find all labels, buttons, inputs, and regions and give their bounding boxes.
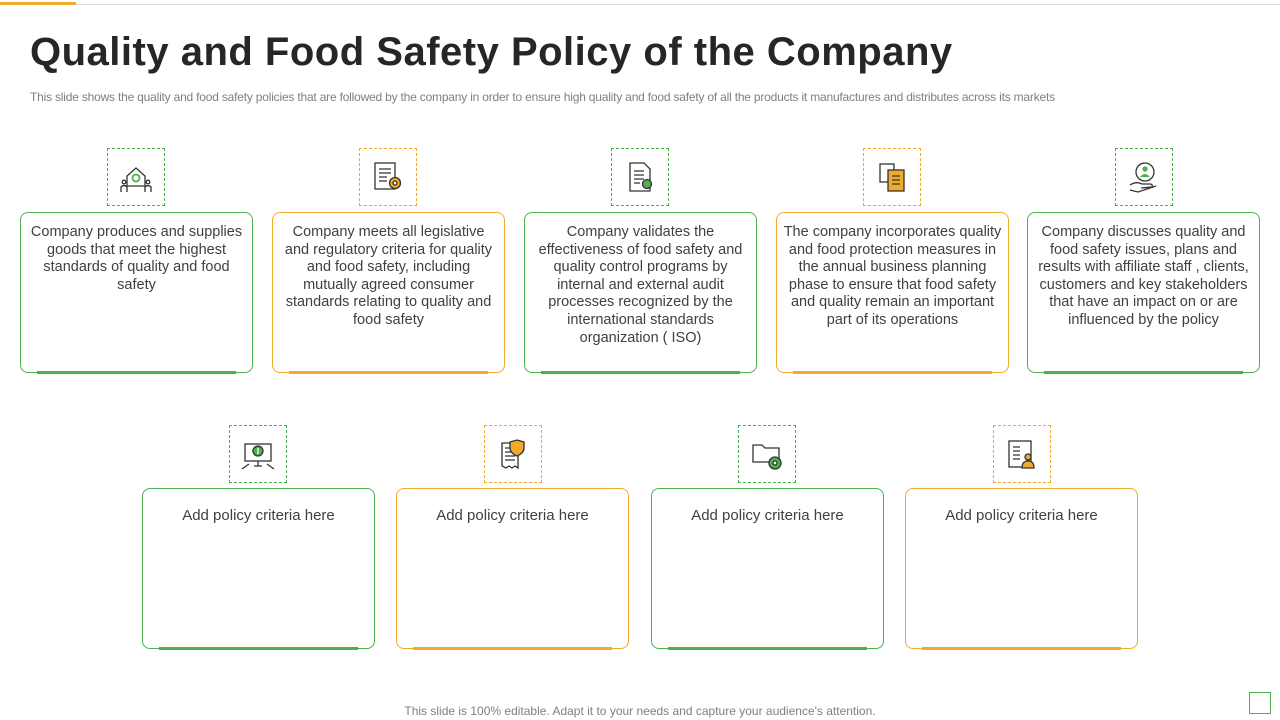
policy-card-4 (776, 212, 1009, 373)
card-accent-bar (159, 647, 358, 650)
policy-card-6 (142, 488, 375, 649)
card-accent-bar (793, 371, 992, 374)
home-food-icon (107, 148, 165, 206)
card-accent-bar (1044, 371, 1243, 374)
policy-card-text: Add policy criteria here (436, 507, 589, 524)
policy-card-text: Add policy criteria here (945, 507, 1098, 524)
card-accent-bar (37, 371, 236, 374)
card-accent-bar (289, 371, 488, 374)
card-accent-bar (922, 647, 1121, 650)
policy-card-text: Company meets all legislative and regulatory criteria for quality and food safety, including mutually agreed consumer standards relating to quality and food safety (284, 224, 493, 328)
document-person-icon (993, 425, 1051, 483)
folder-gear-icon (738, 425, 796, 483)
top-divider (0, 4, 1280, 5)
policy-card-5 (1027, 212, 1260, 373)
top-accent-bar (0, 2, 76, 5)
corner-box (1249, 692, 1271, 714)
policy-card-7 (396, 488, 629, 649)
page-title: Quality and Food Safety Policy of the Company (30, 30, 953, 74)
invoice-shield-icon (484, 425, 542, 483)
policy-card-text: Company validates the effectiveness of food safety and quality control programs by internal and external audit processes recognized by the international standards organization ( ISO) (538, 224, 743, 346)
policy-card-9 (905, 488, 1138, 649)
policy-card-text: Add policy criteria here (182, 507, 335, 524)
policy-card-3 (524, 212, 757, 373)
computer-dollar-icon (229, 425, 287, 483)
card-accent-bar (413, 647, 612, 650)
page-subtitle: This slide shows the quality and food safety policies that are followed by the company in order to ensure high quality and food safety of all the products it manufactures and distributes across its markets (30, 90, 1055, 104)
policy-card-text: Company produces and supplies goods that meet the highest standards of quality and food safety (30, 224, 243, 293)
card-accent-bar (668, 647, 867, 650)
policy-card-text: Company discusses quality and food safety issues, plans and results with affiliate staff , clients, customers and key stakeholders that have an impact on or are influenced by the policy (1038, 224, 1249, 328)
footer-note: This slide is 100% editable. Adapt it to your needs and capture your audience's attention. (404, 704, 876, 718)
policy-card-2 (272, 212, 505, 373)
document-gear-icon (359, 148, 417, 206)
card-accent-bar (541, 371, 740, 374)
policy-card-text: The company incorporates quality and food protection measures in the annual business planning phase to ensure that food safety and quality remain an important part of its operations (783, 224, 1002, 328)
policy-card-8 (651, 488, 884, 649)
policy-card-text: Add policy criteria here (691, 507, 844, 524)
clipboard-checklist-icon (863, 148, 921, 206)
policy-card-1 (20, 212, 253, 373)
document-check-icon (611, 148, 669, 206)
hand-user-icon (1115, 148, 1173, 206)
